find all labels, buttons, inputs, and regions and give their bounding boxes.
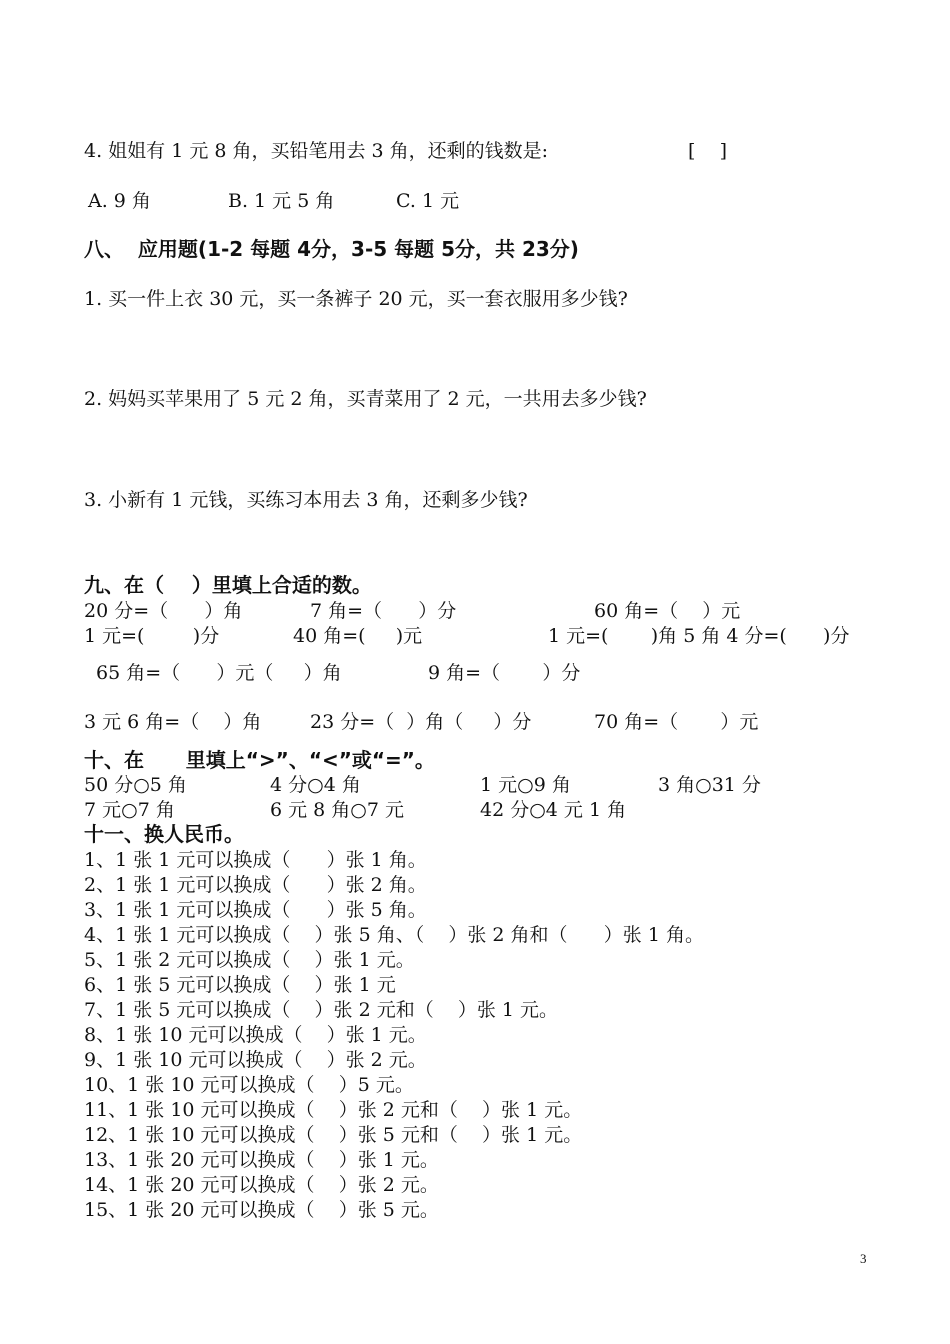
fill-item: 1 元=( )角 5 角 4 分=( )分: [548, 625, 850, 647]
problem-1: 1. 买一件上衣 30 元，买一条裤子 20 元，买一套衣服用多少钱?: [84, 288, 628, 310]
exchange-item: 15、1 张 20 元可以换成（ ）张 5 元。: [84, 1199, 439, 1221]
fill-item: 60 角=（ ）元: [594, 600, 741, 622]
compare-item: 4 分○4 角: [270, 774, 361, 796]
fill-item: 23 分=（ ）角（ ）分: [310, 711, 532, 733]
section-11-title: 十一、换人民币。: [84, 822, 244, 846]
question-4-text: 4. 姐姐有 1 元 8 角，买铅笔用去 3 角，还剩的钱数是:: [84, 140, 549, 162]
option-c: C. 1 元: [396, 190, 460, 212]
problem-2: 2. 妈妈买苹果用了 5 元 2 角，买青菜用了 2 元，一共用去多少钱?: [84, 388, 647, 410]
exchange-item: 3、1 张 1 元可以换成（ ）张 5 角。: [84, 899, 427, 921]
compare-item: 50 分○5 角: [84, 774, 187, 796]
fill-item: 65 角=（ ）元（ ）角: [96, 662, 342, 684]
fill-item: 3 元 6 角=（ ）角: [84, 711, 262, 733]
exchange-item: 8、1 张 10 元可以换成（ ）张 1 元。: [84, 1024, 427, 1046]
exchange-item: 2、1 张 1 元可以换成（ ）张 2 角。: [84, 874, 427, 896]
page-number: 3: [860, 1251, 867, 1266]
section-10-title: 十、在 里填上“>”、“<”或“=”。: [84, 748, 435, 772]
compare-item: 1 元○9 角: [480, 774, 571, 796]
exchange-item: 10、1 张 10 元可以换成（ ）5 元。: [84, 1074, 414, 1096]
exchange-item: 5、1 张 2 元可以换成（ ）张 1 元。: [84, 949, 415, 971]
fill-item: 20 分=（ ）角: [84, 600, 243, 622]
exchange-item: 12、1 张 10 元可以换成（ ）张 5 元和（ ）张 1 元。: [84, 1124, 583, 1146]
exchange-item: 7、1 张 5 元可以换成（ ）张 2 元和（ ）张 1 元。: [84, 999, 559, 1021]
answer-bracket: [ ]: [688, 140, 727, 162]
compare-item: 42 分○4 元 1 角: [480, 799, 627, 821]
compare-item: 3 角○31 分: [658, 774, 761, 796]
fill-item: 40 角=( )元: [293, 625, 423, 647]
exchange-item: 13、1 张 20 元可以换成（ ）张 1 元。: [84, 1149, 439, 1171]
exchange-item: 9、1 张 10 元可以换成（ ）张 2 元。: [84, 1049, 427, 1071]
section-9-title: 九、在（ ）里填上合适的数。: [84, 573, 372, 597]
option-a: A. 9 角: [88, 190, 151, 212]
exchange-item: 4、1 张 1 元可以换成（ ）张 5 角、（ ）张 2 角和（ ）张 1 角。: [84, 924, 704, 946]
exchange-item: 14、1 张 20 元可以换成（ ）张 2 元。: [84, 1174, 439, 1196]
exchange-item: 11、1 张 10 元可以换成（ ）张 2 元和（ ）张 1 元。: [84, 1099, 583, 1121]
exchange-item: 6、1 张 5 元可以换成（ ）张 1 元: [84, 974, 396, 996]
fill-item: 9 角=（ ）分: [428, 662, 581, 684]
problem-3: 3. 小新有 1 元钱，买练习本用去 3 角，还剩多少钱?: [84, 489, 528, 511]
section-8-title: 八、 应用题(1-2 每题 4分，3-5 每题 5分，共 23分): [84, 237, 579, 261]
compare-item: 6 元 8 角○7 元: [270, 799, 405, 821]
compare-item: 7 元○7 角: [84, 799, 175, 821]
fill-item: 70 角=（ ）元: [594, 711, 759, 733]
fill-item: 1 元=( )分: [84, 625, 220, 647]
option-b: B. 1 元 5 角: [228, 190, 335, 212]
fill-item: 7 角=（ ）分: [310, 600, 457, 622]
exchange-item: 1、1 张 1 元可以换成（ ）张 1 角。: [84, 849, 427, 871]
